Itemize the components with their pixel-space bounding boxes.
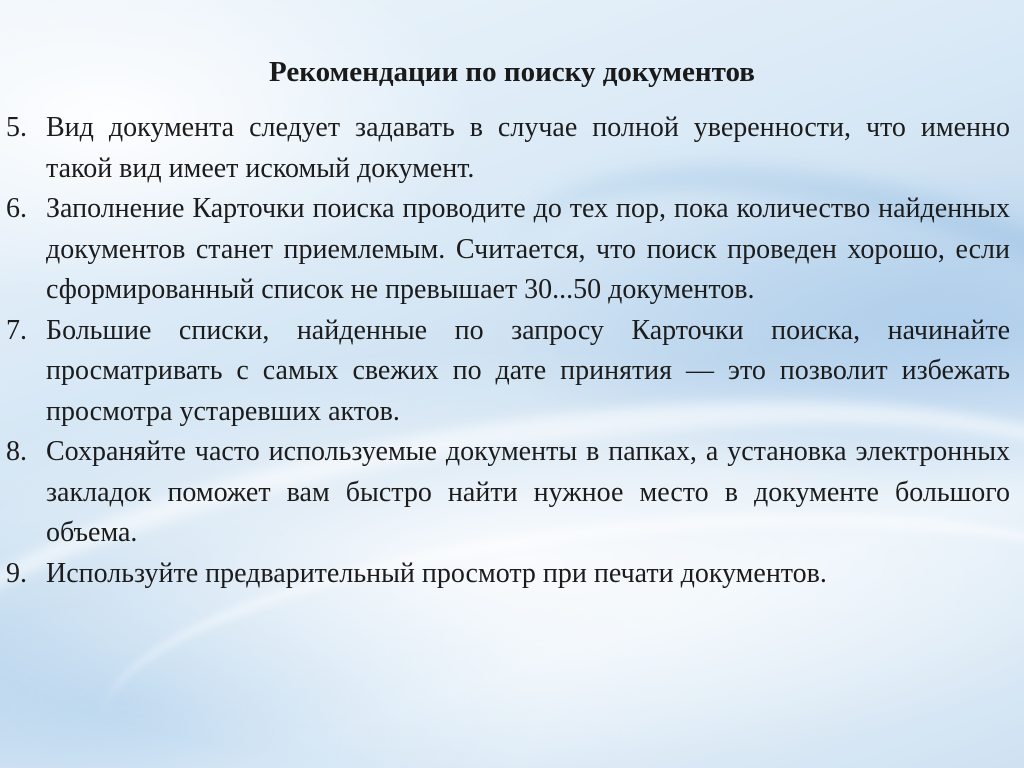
- list-item: [6, 554, 1010, 595]
- item-text: Сохраняйте часто используемые документы в папках, а установка электронных закладок поможет вам быстро найти нужное место в документе большого объема.: [46, 436, 1010, 548]
- list-item: [6, 432, 1010, 554]
- item-number: 9.: [6, 557, 27, 589]
- item-text: Заполнение Карточки поиска проводите до тех пор, пока количество найденных документов станет приемлемым. Считается, что поиск проведен хорошо, если сформированный список не превышает 30...50 документов.: [46, 193, 1010, 305]
- recommendations-list: [6, 108, 1010, 594]
- item-number: 6.: [6, 193, 27, 224]
- item-text: Большие списки, найденные по запросу Карточки поиска, начинайте просматривать с самых свежих по дате принятия — это позволит избежать просмотра устаревших актов.: [46, 314, 1010, 427]
- item-text: Используйте предварительный просмотр при печати документов.: [46, 557, 827, 589]
- item-number: 5.: [6, 112, 27, 143]
- item-number: 7.: [6, 314, 27, 346]
- list-item: [6, 189, 1010, 311]
- list-item: [6, 108, 1010, 189]
- list-item: [6, 311, 1010, 433]
- item-text: Вид документа следует задавать в случае полной уверенности, что именно такой вид имеет искомый документ.: [46, 112, 1010, 184]
- item-number: 8.: [6, 436, 27, 467]
- slide-title: Рекомендации по поиску документов: [269, 56, 755, 88]
